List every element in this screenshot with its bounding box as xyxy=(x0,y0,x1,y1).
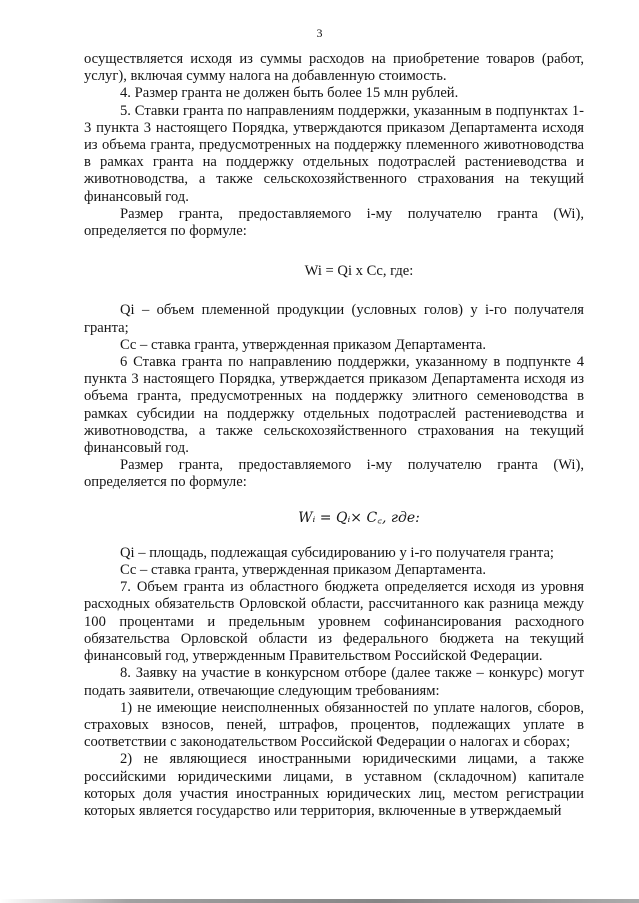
paragraph-grant-size-2: Размер гранта, предоставляемого i-му получателю гранта (Wi), определяется по формуле: xyxy=(84,457,584,491)
paragraph-item-4: 4. Размер гранта не должен быть более 15 млн рублей. xyxy=(120,85,459,102)
definition-qi-1: Qi – объем племенной продукции (условных голов) у i-го получателя гранта; xyxy=(84,302,584,336)
formula-1: Wi = Qi x Cc, где: xyxy=(304,263,414,280)
paragraph-item-6: 6 Ставка гранта по направлению поддержки, указанному в подпункте 4 пункта 3 настоящего Порядка, утверждается приказом Департамента исходя из объема гранта, предусмотренных на поддержку элитного семеноводства в рамках субсидии на поддержку отдельных подотраслей растениеводства и животноводства, а также сельскохозяйственного страхования на текущий финансовый год. xyxy=(84,354,584,457)
paragraph-item-5: 5. Ставки гранта по направлениям поддержки, указанным в подпунктах 1-3 пункта 3 настоящего Порядка, утверждаются приказом Департамента исходя из объема гранта, предусмотренных на поддержку племенного животноводства в рамках гранта на поддержку отдельных подотраслей растениеводства и животноводства, а также сельскохозяйственного страхования на текущий финансовый год. xyxy=(84,102,584,205)
paragraph-continuation: осуществляется исходя из суммы расходов на приобретение товаров (работ, услуг), включая сумму налога на добавленную стоимость. xyxy=(84,51,584,85)
document-body xyxy=(84,51,584,820)
requirement-1: 1) не имеющие неисполненных обязанностей по уплате налогов, сборов, страховых взносов, пеней, штрафов, процентов, подлежащих уплате в соответствии с законодательством Российской Федерации о налогах и сборах; xyxy=(84,699,584,751)
requirement-2: 2) не являющиеся иностранными юридическими лицами, а также российскими юридическими лицами, в уставном (складочном) капитале которых доля участия иностранных юридических лиц, местом регистрации которых является государство или территория, включенные в утверждаемый xyxy=(84,751,584,819)
definition-qi-2: Qi – площадь, подлежащая субсидированию у i-го получателя гранта; xyxy=(120,544,554,561)
paragraph-item-7: 7. Объем гранта из областного бюджета определяется исходя из уровня расходных обязательств Орловской области, рассчитанного как разница между 100 процентами и предельным уровнем софинансирования расходного обязательства Орловской области из федерального бюджета на текущий финансовый год, утвержденным Правительством Российской Федерации. xyxy=(84,579,584,665)
page-number: 3 xyxy=(316,26,323,40)
scan-edge-artifact xyxy=(0,899,639,903)
definition-cc-1: Сс – ставка гранта, утвержденная приказом Департамента. xyxy=(120,336,487,353)
paragraph-item-8: 8. Заявку на участие в конкурсном отборе (далее также – конкурс) могут подать заявители, отвечающие следующим требованиям: xyxy=(84,665,584,699)
paragraph-grant-size-1: Размер гранта, предоставляемого i-му получателю гранта (Wi), определяется по формуле: xyxy=(84,205,584,240)
definition-cc-2: Сс – ставка гранта, утвержденная приказом Департамента. xyxy=(120,562,487,579)
formula-2: Wᵢ = Qᵢ× C꜀, где: xyxy=(298,509,420,526)
